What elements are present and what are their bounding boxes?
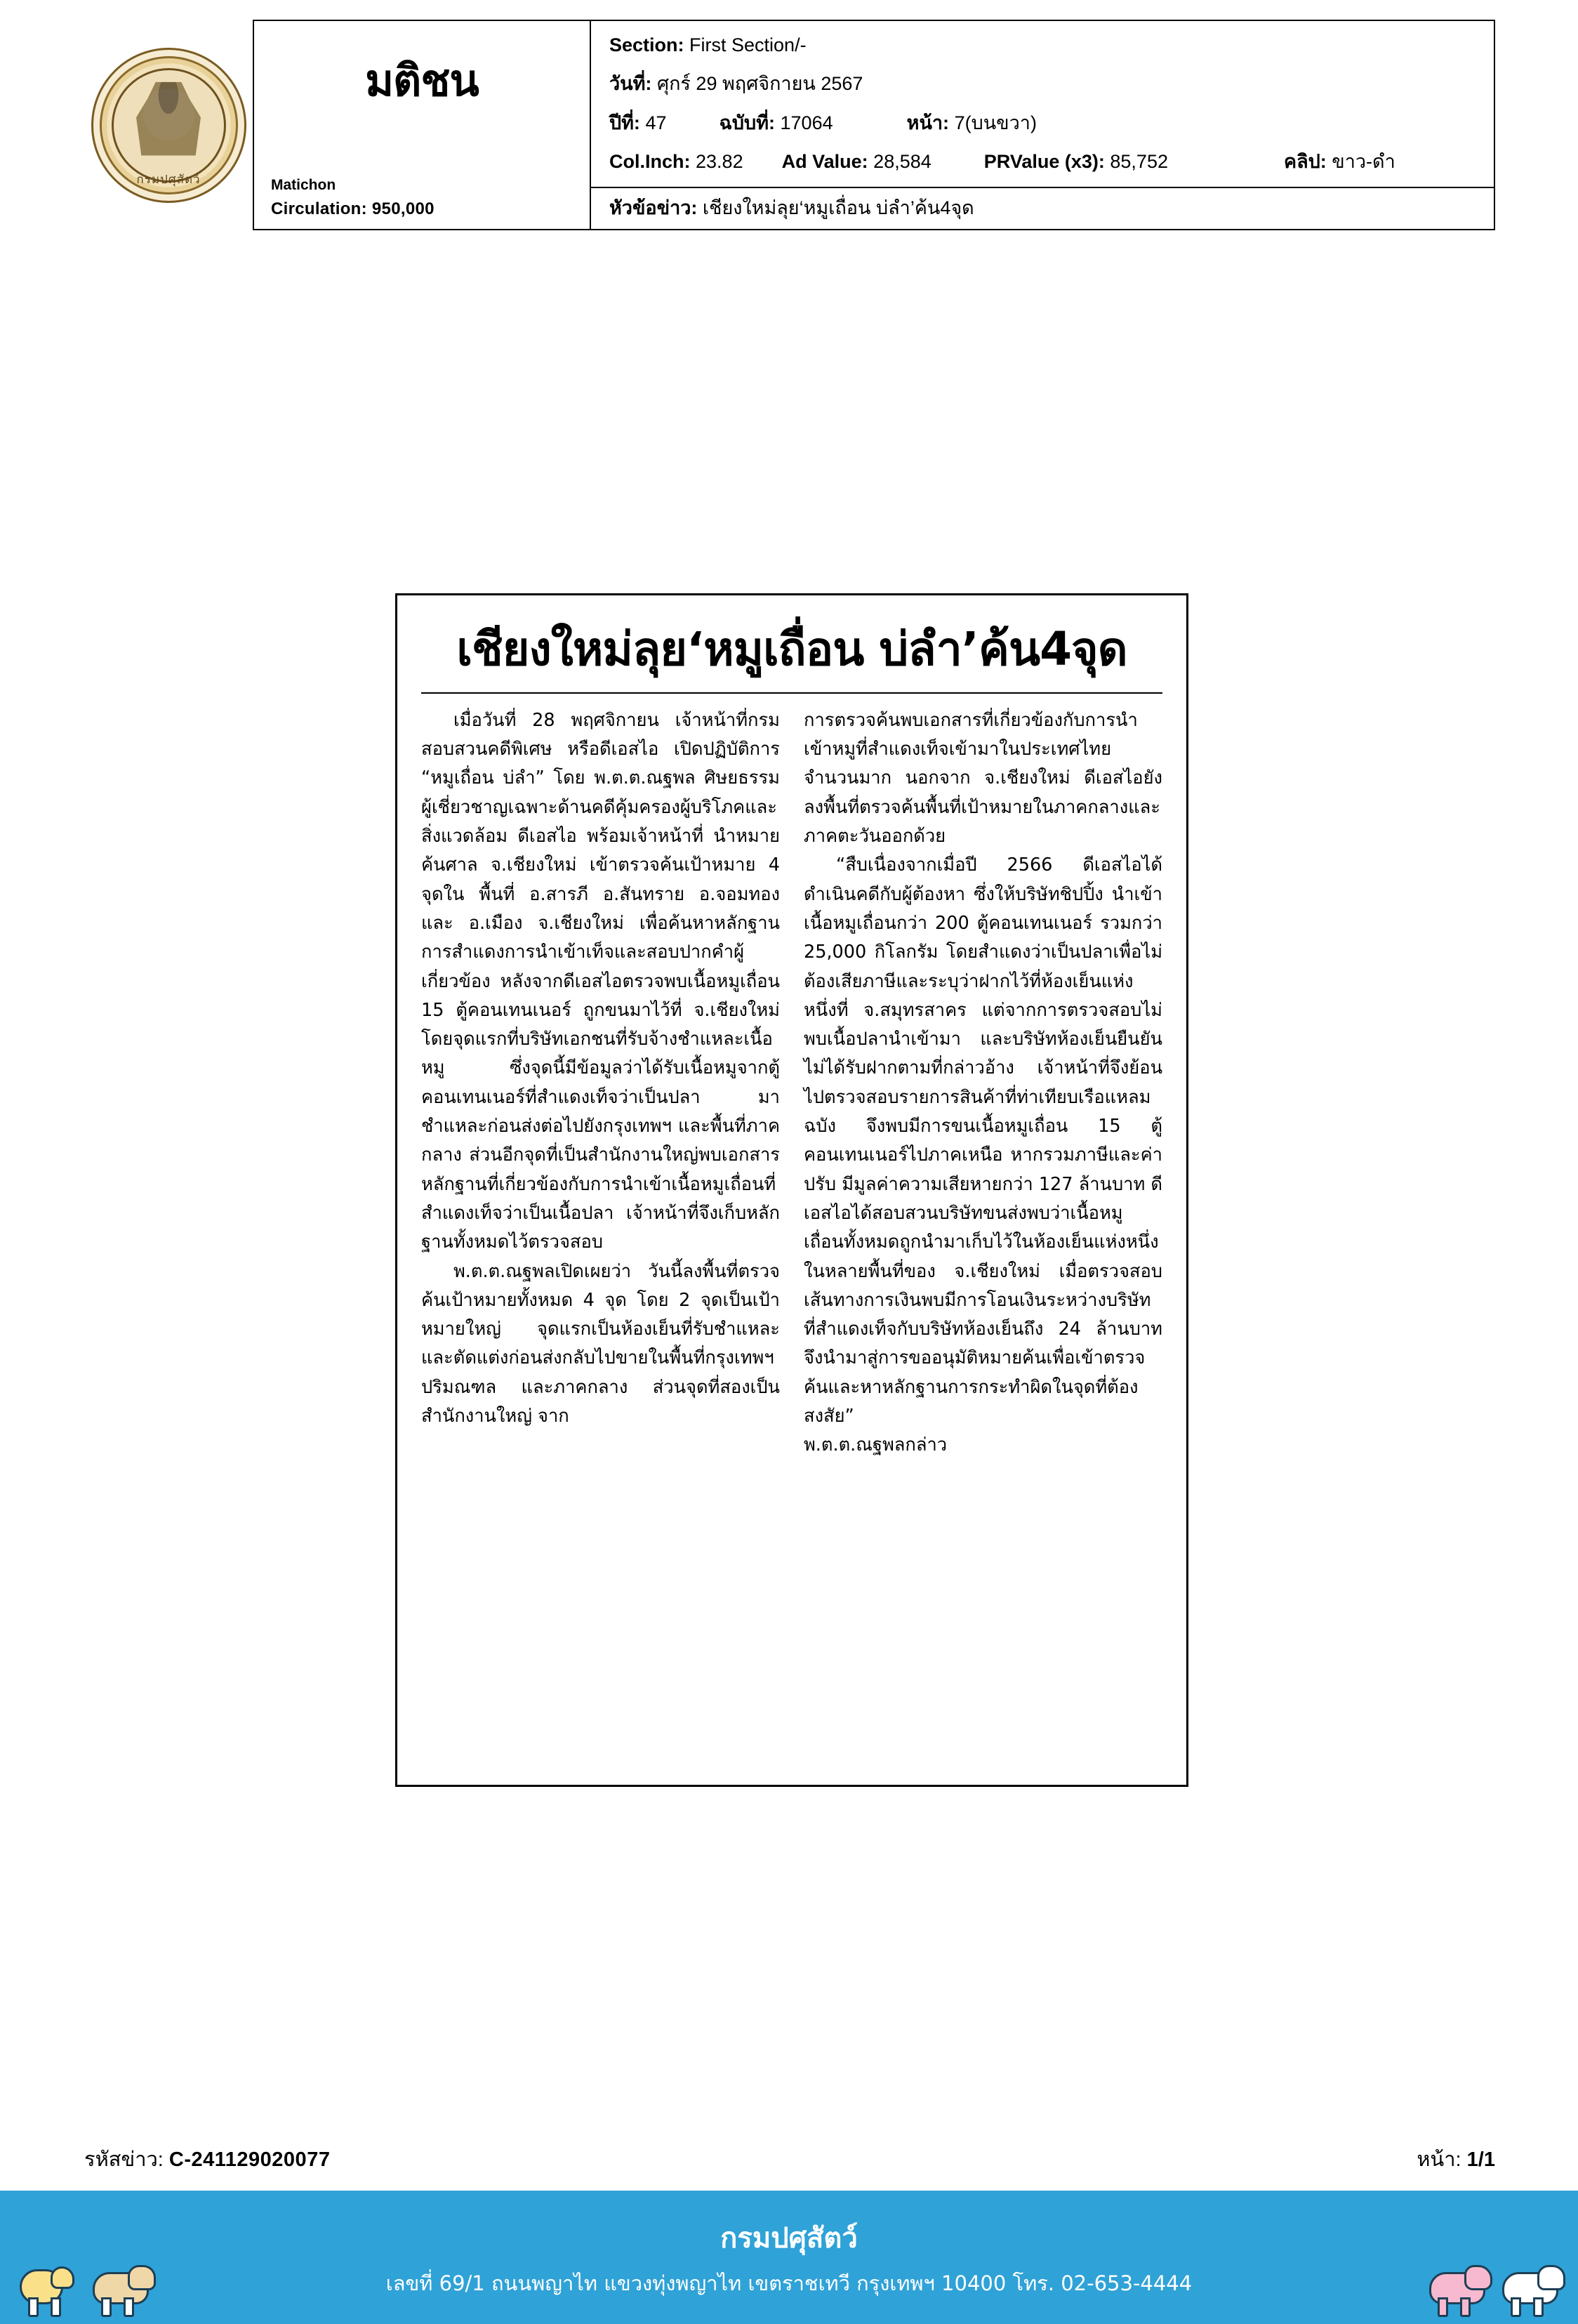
meta-row-date [609,70,1481,98]
seal-emblem-icon [91,48,246,203]
topic-label: หัวข้อข่าว: [609,197,698,218]
topic-value: เชียงใหม่ลุย‘หมูเถื่อน บ่ลำ’ค้น4จุด [702,197,974,218]
footer-animals-left [0,2191,211,2324]
news-clipping [395,593,1188,1787]
article-column-left [421,706,780,1460]
pig-icon [1424,2262,1491,2317]
cow-icon [1497,2262,1564,2317]
footer-banner [0,2191,1578,2324]
publication-name-th: มติชน [365,55,479,106]
article-paragraph: พ.ต.ต.ณฐพลกล่าว [804,1434,948,1456]
chicken-icon [14,2262,81,2317]
publication-meta-cell [591,21,1494,229]
article-paragraph: “สืบเนื่องจากเมื่อปี 2566 ดีเอสไอได้ดำเนินคดีกับผู้ต้องหา ซึ่งให้บริษัทชิปปิ้ง นำเข้าเนื้อหมูเถื่อนกว่า 200 ตู้คอนเทนเนอร์ รวมกว่า 25,000 กิโลกรัม โดยสำแดงว่าเป็นปลาเพื่อไม่ต้องเสียภาษีและระบุว่าฝากไว้ที่ห้องเย็นแห่งหนึ่งที่ จ.สมุทรสาคร แต่จากการตรวจสอบไม่พบเนื้อปลานำเข้ามา และบริษัทห้องเย็นยืนยันไม่ได้รับฝากตามที่กล่าวอ้าง เจ้าหน้าที่จึงย้อนไปตรวจสอบรายการสินค้าที่ท่าเทียบเรือแหลมฉบัง จึงพบมีการขนเนื้อหมูเถื่อน 15 ตู้คอนเทนเนอร์ไปภาคเหนือ หากรวมภาษีและค่าปรับ มีมูลค่าความเสียหายกว่า 127 ล้านบาท ดีเอสไอได้สอบสวนบริษัทขนส่งพบว่าเนื้อหมูเถื่อนทั้งหมดถูกนำมาเก็บไว้ในห้องเย็นแห่งหนึ่งในหลายพื้นที่ของ จ.เชียงใหม่ เมื่อตรวจสอบเส้นทางการเงินพบมีการโอนเงินระหว่างบริษัทที่สำแดงเท็จกับบริษัทห้องเย็นถึง 24 ล้านบาท จึงนำมาสู่การขออนุมัติหมายค้นเพื่อเข้าตรวจค้นและหาหลักฐานการกระทำผิดในจุดที่ต้องสงสัย” [804,854,1162,1427]
footer-page-label: หน้า: [1417,2148,1461,2171]
clip-label: คลิป: [1284,151,1327,173]
publication-brand-cell [254,21,591,229]
article-paragraph: การตรวจค้นพบเอกสารที่เกี่ยวข้องกับการนำเข้าหมูที่สำแดงเท็จเข้ามาในประเทศไทยจำนวนมาก นอกจาก จ.เชียงใหม่ ดีเอสไอยังลงพื้นที่ตรวจค้นพื้นที่เป้าหมายในภาคกลางและภาคตะวันออกด้วย [804,709,1162,847]
prvalue-value: 85,752 [1110,151,1168,173]
section-value: First Section/- [689,34,807,55]
meta-row-topic [591,187,1494,223]
footer-meta-line [84,2143,1495,2175]
date-value: ศุกร์ 29 พฤศจิกายน 2567 [656,73,863,95]
dog-icon [87,2262,154,2317]
page-value: 7(บนขวา) [954,112,1037,133]
colinch-value: 23.82 [696,151,743,173]
news-code-label: รหัสข่าว: [84,2148,164,2171]
news-code-value: C-241129020077 [168,2148,331,2171]
footer-animals-right [1367,2191,1578,2324]
section-label: Section: [609,34,684,55]
publication-name-en: Matichon [271,177,336,193]
document-header [84,20,1495,230]
header-info-table [253,20,1495,230]
meta-row-issue [609,109,1481,138]
footer-page-value: 1/1 [1466,2148,1495,2171]
article-paragraph: เมื่อวันที่ 28 พฤศจิกายน เจ้าหน้าที่กรมสอบสวนคดีพิเศษ หรือดีเอสไอ เปิดปฏิบัติการ “หมูเถื่อน บ่ลำ” โดย พ.ต.ต.ณฐพล ศิษยธรรม ผู้เชี่ยวชาญเฉพาะด้านคดีคุ้มครองผู้บริโภคและสิ่งแวดล้อม ดีเอสไอ พร้อมเจ้าหน้าที่ นำหมายค้นศาล จ.เชียงใหม่ เข้าตรวจค้นเป้าหมาย 4 จุดใน พื้นที่ อ.สารภี อ.สันทราย อ.จอมทอง และ อ.เมือง จ.เชียงใหม่ เพื่อค้นหาหลักฐานการสำแดงการนำเข้าเท็จและสอบปากคำผู้เกี่ยวข้อง หลังจากดีเอสไอตรวจพบเนื้อหมูเถื่อน 15 ตู้คอนเทนเนอร์ ถูกขนมาไว้ที่ จ.เชียงใหม่ โดยจุดแรกที่บริษัทเอกชนที่รับจ้างชำแหละเนื้อหมู ซึ่งจุดนี้มีข้อมูลว่าได้รับเนื้อหมูจากตู้คอนเทนเนอร์ที่สำแดงเท็จว่าเป็นปลา มาชำแหละก่อนส่งต่อไปยังกรุงเทพฯ และพื้นที่ภาคกลาง ส่วนอีกจุดที่เป็นสำนักงานใหญ่พบเอกสารหลักฐานที่เกี่ยวข้องกับการนำเข้าเนื้อหมูเถื่อนที่สำแดงเท็จว่าเป็นเนื้อปลา เจ้าหน้าที่จึงเก็บหลักฐานทั้งหมดไว้ตรวจสอบ [421,709,780,1253]
article-headline: เชียงใหม่ลุย‘หมูเถื่อน บ่ลำ’ค้น4จุด [456,622,1127,676]
issue-value: 17064 [780,112,833,133]
advalue-label: Ad Value: [781,151,868,173]
department-seal [84,20,253,230]
footer-department-name: กรมปศุสัตว์ [720,2222,858,2254]
publication-circulation: Circulation: 950,000 [271,199,435,218]
colinch-label: Col.Inch: [609,151,691,173]
headline-divider [421,692,1162,694]
footer-address: เลขที่ 69/1 ถนนพญาไท แขวงทุ่งพญาไท เขตราชเทวี กรุงเทพฯ 10400 โทร. 02-653-4444 [385,2271,1193,2295]
year-value: 47 [645,112,667,133]
issue-label: ฉบับที่: [719,112,775,133]
year-label: ปีที่: [609,112,640,133]
news-code [84,2143,330,2175]
seal-arc-text: กรมปศุสัตว์ [136,172,201,187]
footer-page-number [1417,2143,1495,2175]
article-columns [421,706,1162,1460]
meta-row-values [609,147,1481,176]
advalue-value: 28,584 [873,151,931,173]
article-paragraph: พ.ต.ต.ณฐพลเปิดเผยว่า วันนี้ลงพื้นที่ตรวจค้นเป้าหมายทั้งหมด 4 จุด โดย 2 จุดเป็นเป้าหมายใหญ่ จุดแรกเป็นห้องเย็นที่รับชำแหละและตัดแต่งก่อนส่งกลับไปขายในพื้นที่กรุงเทพฯ ปริมณฑล และภาคกลาง ส่วนจุดที่สองเป็นสำนักงานใหญ่ จาก [421,1260,780,1427]
page-label: หน้า: [906,112,950,133]
prvalue-label: PRValue (x3): [983,151,1105,173]
clip-value: ขาว-ดำ [1332,151,1395,173]
article-column-right [804,706,1162,1460]
date-label: วันที่: [609,73,652,95]
meta-row-section [609,31,1481,60]
